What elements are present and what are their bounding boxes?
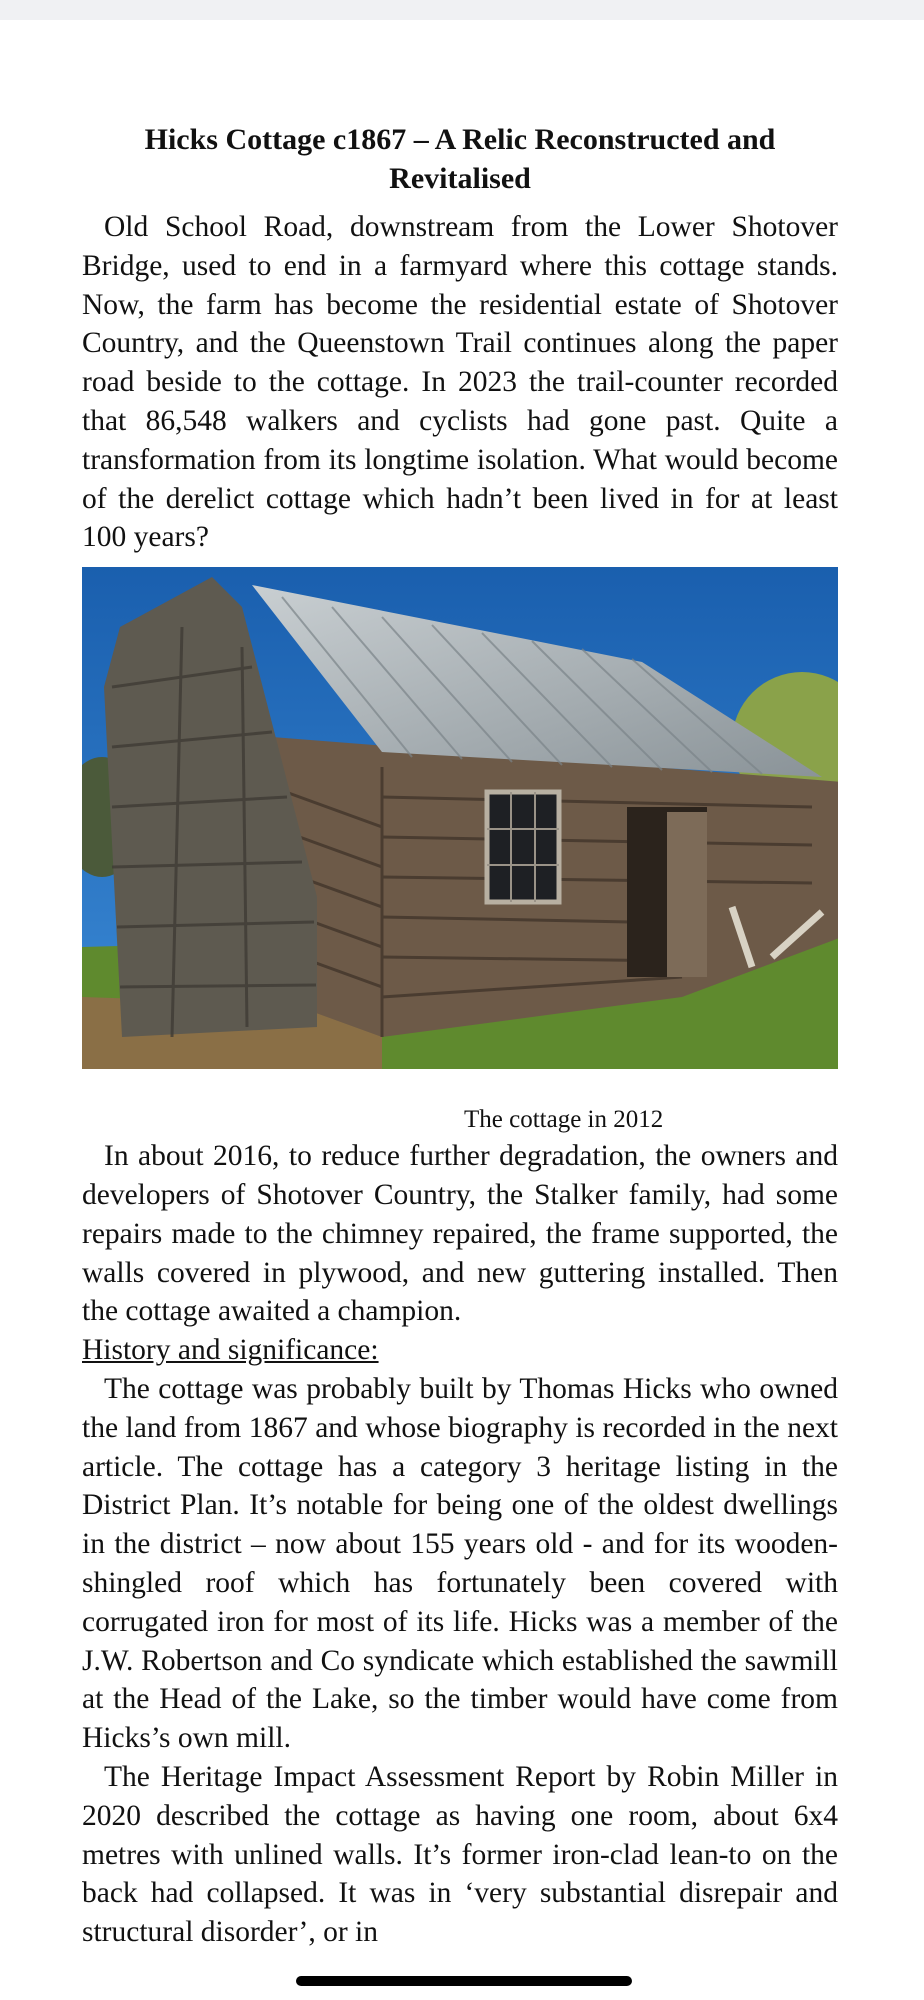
section-heading: History and significance: <box>82 1334 379 1367</box>
document-page <box>82 120 838 1952</box>
status-bar <box>0 0 924 20</box>
cottage-photo <box>82 567 838 1069</box>
article-title: Hicks Cottage c1867 – A Relic Reconstructed and Revitalised <box>144 123 776 195</box>
paragraph-repairs: In about 2016, to reduce further degradation, the owners and developers of Shotover Country, the Stalker family, had some repairs made to the chimney repaired, the frame supported, the walls covered in plywood, and new guttering installed. Then the cottage awaited a champion. <box>82 1140 838 1328</box>
paragraph-history: The cottage was probably built by Thomas Hicks who owned the land from 1867 and whose biography is recorded in the next article. The cottage has a category 3 heritage listing in the District Plan. It’s notable for being one of the oldest dwellings in the district – now about 155 years old - and for its wooden-shingled roof which has fortunately been covered with corrugated iron for most of its life. Hicks was a member of the J.W. Robertson and Co syndicate which established the sawmill at the Head of the Lake, so the timber would have come from Hicks’s own mill. <box>82 1372 838 1755</box>
photo-caption: The cottage in 2012 <box>464 1106 664 1134</box>
paragraph-assessment: The Heritage Impact Assessment Report by Robin Miller in 2020 described the cottage as having one room, about 6x4 metres with unlined walls. It’s former iron-clad lean-to on the back had collapsed. It was in ‘very substantial disrepair and structural disorder’, or in <box>82 1760 838 1949</box>
home-indicator[interactable] <box>296 1976 632 1986</box>
paragraph-intro: Old School Road, downstream from the Lower Shotover Bridge, used to end in a farmyard where this cottage stands. Now, the farm has become the residential estate of Shotover Country, and the Queenstown Trail continues along the paper road beside to the cottage. In 2023 the trail-counter recorded that 86,548 walkers and cyclists had gone past. Quite a transformation from its longtime isolation. What would become of the derelict cottage which hadn’t been lived in for at least 100 years? <box>82 211 838 554</box>
